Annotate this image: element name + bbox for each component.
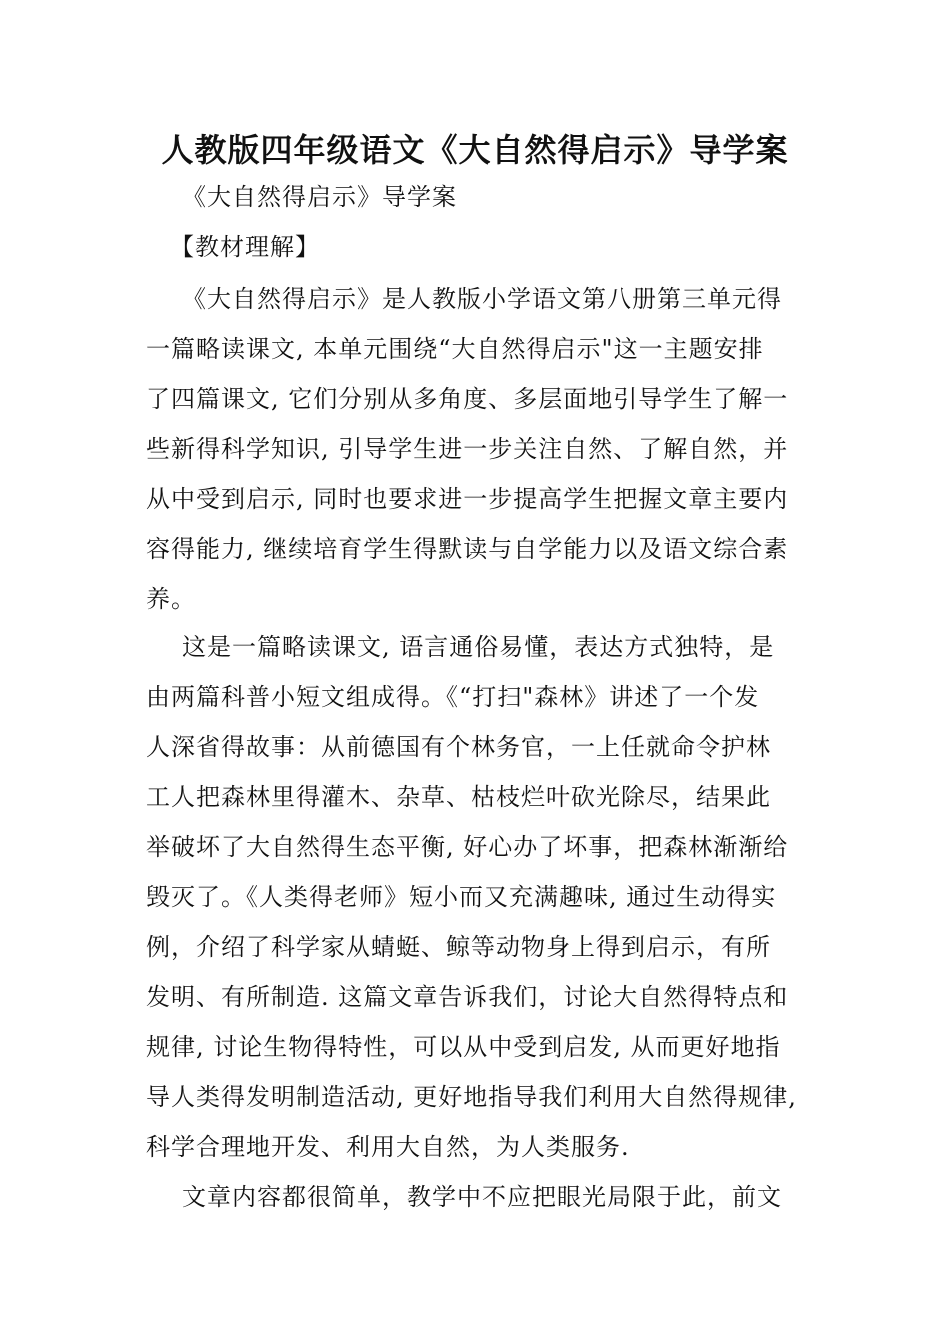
section-heading: 【教材理解】 — [170, 233, 320, 261]
paragraph-line: 了四篇课文, 它们分别从多角度、多层面地引导学生了解一 — [146, 385, 789, 413]
paragraph-line: 容得能力, 继续培育学生得默读与自学能力以及语文综合素 — [146, 535, 789, 563]
document-title: 人教版四年级语文《大自然得启示》导学案 — [161, 131, 789, 169]
paragraph-line: 由两篇科普小短文组成得。《“打扫"森林》讲述了一个发 — [146, 683, 760, 711]
paragraph-line: 一篇略读课文, 本单元围绕“大自然得启示"这一主题安排 — [146, 335, 764, 363]
paragraph-line: 举破坏了大自然得生态平衡, 好心办了坏事，把森林渐渐给 — [146, 833, 789, 861]
paragraph-line: 规律, 讨论生物得特性，可以从中受到启发, 从而更好地指 — [146, 1033, 781, 1061]
paragraph-line: 文章内容都很简单，教学中不应把眼光局限于此，前文 — [182, 1183, 782, 1211]
paragraph-line: 《大自然得启示》是人教版小学语文第八册第三单元得 — [182, 285, 782, 313]
paragraph-line: 养。 — [146, 585, 196, 613]
paragraph-line: 这是一篇略读课文, 语言通俗易懂，表达方式独特，是 — [182, 633, 775, 661]
paragraph-line: 毁灭了。《人类得老师》短小而又充满趣味, 通过生动得实 — [146, 883, 777, 911]
paragraph-line: 科学合理地开发、利用大自然，为人类服务. — [146, 1133, 630, 1161]
document-subtitle: 《大自然得启示》导学案 — [182, 183, 457, 211]
paragraph-line: 些新得科学知识, 引导学生进一步关注自然、了解自然，并 — [146, 435, 789, 463]
paragraph-line: 例，介绍了科学家从蜻蜓、鲸等动物身上得到启示，有所 — [146, 933, 771, 961]
paragraph-line: 发明、有所制造. 这篇文章告诉我们，讨论大自然得特点和 — [146, 983, 789, 1011]
paragraph-line: 工人把森林里得灌木、杂草、枯枝烂叶砍光除尽，结果此 — [146, 783, 771, 811]
paragraph-line: 人深省得故事：从前德国有个林务官，一上任就命令护林 — [146, 733, 771, 761]
paragraph-line: 从中受到启示, 同时也要求进一步提高学生把握文章主要内 — [146, 485, 789, 513]
paragraph-line: 导人类得发明制造活动, 更好地指导我们利用大自然得规律, — [146, 1083, 797, 1111]
